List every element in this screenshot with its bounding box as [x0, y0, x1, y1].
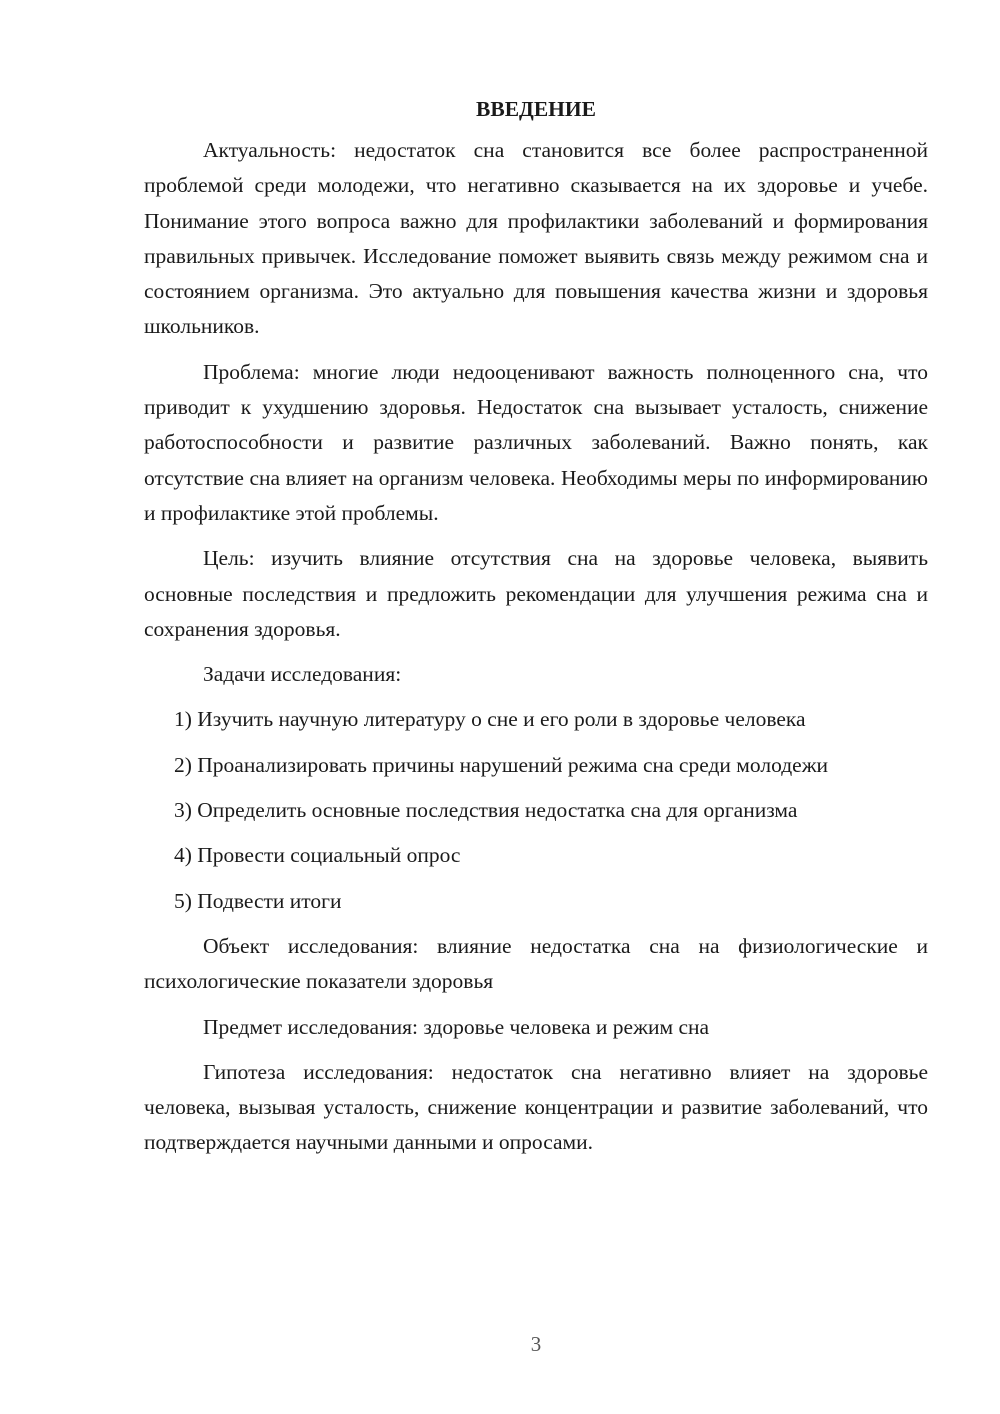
problem-paragraph: Проблема: многие люди недооценивают важность полноценного сна, что приводит к ухудшению здоровья. Недостаток сна вызывает усталость, снижение работоспособности и развитие различных заболеваний. Важно понять, как отсутствие сна влияет на организм человека. Необходимы меры по информированию и профилактике этой проблемы.: [144, 359, 928, 525]
hypothesis-paragraph: Гипотеза исследования: недостаток сна негативно влияет на здоровье человека, вызывая усталость, снижение концентрации и развитие заболеваний, что подтверждается научными данными и опросами.: [144, 1059, 928, 1155]
document-page: [144, 92, 928, 1171]
task-item-1: 1) Изучить научную литературу о сне и его роли в здоровье человека: [174, 707, 806, 732]
subject-paragraph: Предмет исследования: здоровье человека и режим сна: [203, 1014, 710, 1039]
task-item-3: 3) Определить основные последствия недостатка сна для организма: [174, 798, 798, 823]
object-paragraph: Объект исследования: влияние недостатка сна на физиологические и психологические показатели здоровья: [144, 933, 928, 994]
relevance-paragraph: Актуальность: недостаток сна становится все более распространенной проблемой среди молодежи, что негативно сказывается на их здоровье и учебе. Понимание этого вопроса важно для профилактики заболеваний и формирования правильных привычек. Исследование поможет выявить связь между режимом сна и состоянием организма. Это актуально для повышения качества жизни и здоровья школьников.: [144, 138, 928, 339]
task-item-5: 5) Подвести итоги: [174, 888, 342, 913]
task-item-4: 4) Провести социальный опрос: [174, 843, 461, 868]
tasks-heading: Задачи исследования:: [203, 662, 402, 687]
section-title: ВВЕДЕНИЕ: [476, 97, 596, 121]
task-item-2: 2) Проанализировать причины нарушений режима сна среди молодежи: [174, 752, 829, 777]
page-number: 3: [530, 1332, 542, 1356]
goal-paragraph: Цель: изучить влияние отсутствия сна на здоровье человека, выявить основные последствия и предложить рекомендации для улучшения режима сна и сохранения здоровья.: [144, 546, 928, 641]
